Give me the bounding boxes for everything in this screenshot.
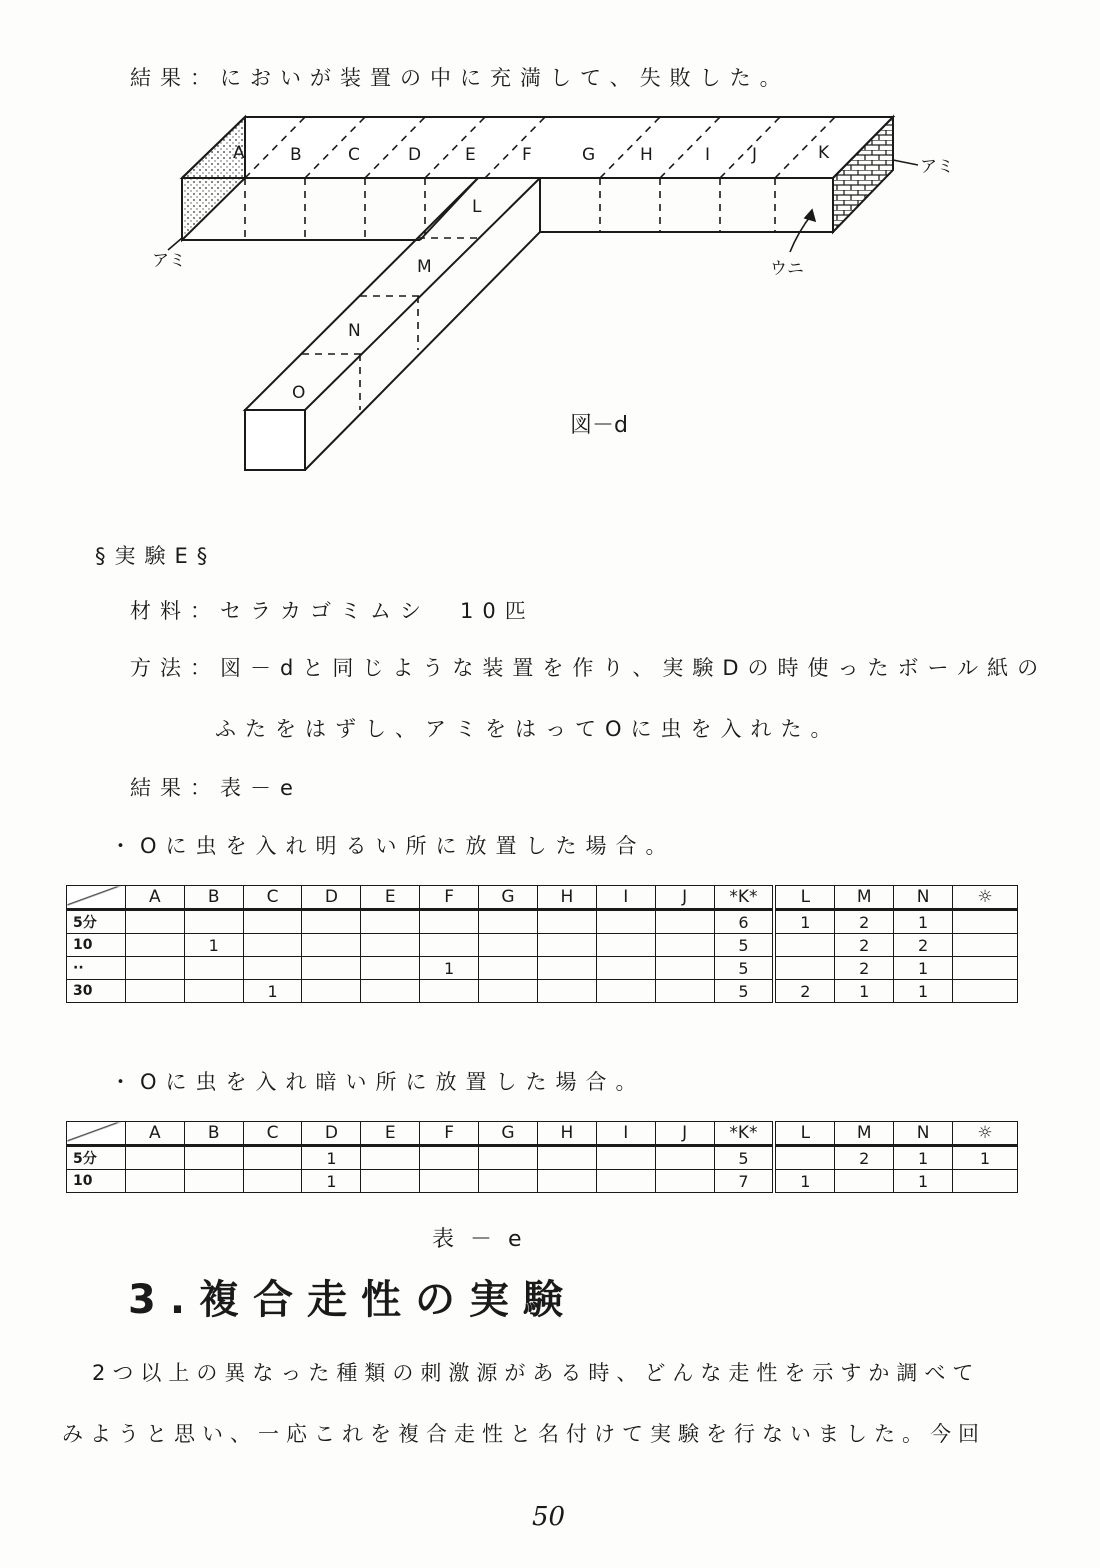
- table-cell: [302, 934, 361, 957]
- table-row: [67, 934, 1018, 957]
- table-row: [67, 1146, 1018, 1170]
- table-cell: [596, 1146, 655, 1170]
- table-cell: [835, 1170, 894, 1193]
- column-header: B: [184, 886, 243, 910]
- fig-label-h: H: [640, 145, 653, 165]
- column-header: A: [125, 886, 184, 910]
- paragraph-line-2: みようと思い、一応これを複合走性と名付けて実験を行ないました。今回: [62, 1422, 986, 1446]
- table-cell: 1: [184, 934, 243, 957]
- column-header: *K*: [714, 1122, 774, 1146]
- table-cell: [420, 1170, 479, 1193]
- table-cell: [361, 910, 420, 934]
- table-cell: [479, 1170, 538, 1193]
- table-cell: [537, 980, 596, 1003]
- table-cell: [774, 934, 834, 957]
- table-cell: 2: [894, 934, 953, 957]
- table-cell: [537, 1170, 596, 1193]
- paragraph-line-1: 2つ以上の異なった種類の刺激源がある時、どんな走性を示すか調べて: [92, 1361, 981, 1385]
- table-cell: [361, 980, 420, 1003]
- table-cell: [953, 1170, 1018, 1193]
- table-caption: 表－e: [432, 1227, 538, 1252]
- table-dark: [66, 1121, 1018, 1193]
- table-cell: [537, 1146, 596, 1170]
- material-line: 材料：セラカゴミムシ 10匹: [130, 599, 535, 623]
- column-header: B: [184, 1122, 243, 1146]
- fig-label-g: G: [582, 145, 596, 165]
- table-cell: [184, 1146, 243, 1170]
- table-cell: [125, 1146, 184, 1170]
- table-row: [67, 910, 1018, 934]
- column-header: *K*: [714, 886, 774, 910]
- table-cell: 1: [302, 1146, 361, 1170]
- table-cell: [184, 980, 243, 1003]
- column-header: H: [537, 1122, 596, 1146]
- table-cell: [596, 980, 655, 1003]
- table-cell: [479, 980, 538, 1003]
- column-header: M: [835, 886, 894, 910]
- table-cell: 1: [894, 910, 953, 934]
- table-cell: [184, 957, 243, 980]
- column-header: C: [243, 886, 302, 910]
- table-cell: [655, 980, 714, 1003]
- column-header: ☼: [953, 1122, 1018, 1146]
- table-cell: 2: [835, 1146, 894, 1170]
- table-cell: [655, 957, 714, 980]
- table-row: [67, 957, 1018, 980]
- table-cell: 2: [774, 980, 834, 1003]
- fig-label-n: N: [348, 321, 361, 341]
- table-cell: 1: [894, 1170, 953, 1193]
- column-header: A: [125, 1122, 184, 1146]
- table-cell: [243, 1146, 302, 1170]
- fig-label-i: I: [705, 145, 711, 165]
- column-header: H: [537, 886, 596, 910]
- table-cell: [953, 957, 1018, 980]
- table-cell: [125, 957, 184, 980]
- table-cell: [953, 910, 1018, 934]
- table-cell: [302, 957, 361, 980]
- fig-label-c: C: [348, 145, 360, 165]
- table-cell: [125, 910, 184, 934]
- apparatus-figure: [0, 0, 1100, 500]
- table-cell: [655, 934, 714, 957]
- fig-label-m: M: [417, 257, 432, 277]
- table-cell: [596, 957, 655, 980]
- table-cell: [655, 910, 714, 934]
- method-line-2: ふたをはずし、アミをはってOに虫を入れた。: [215, 717, 841, 741]
- result-d-text: 結果：においが装置の中に充満して、失敗した。: [130, 66, 790, 90]
- page-number: 50: [532, 1502, 566, 1532]
- column-header: D: [302, 886, 361, 910]
- table-cell: [125, 1170, 184, 1193]
- table-cell: [243, 910, 302, 934]
- table-cell: [655, 1146, 714, 1170]
- row-label: 5分: [67, 910, 126, 934]
- row-label: 30: [67, 980, 126, 1003]
- fig-uni: ウニ: [770, 259, 804, 279]
- column-header: G: [479, 1122, 538, 1146]
- method-line-1: 方法：図－dと同じような装置を作り、実験Dの時使ったボール紙の: [130, 656, 1048, 680]
- column-header: N: [894, 1122, 953, 1146]
- table-cell: 1: [894, 980, 953, 1003]
- row-label: 10: [67, 1170, 126, 1193]
- table-cell: [596, 934, 655, 957]
- column-header: J: [655, 1122, 714, 1146]
- column-header: E: [361, 1122, 420, 1146]
- table-cell: [479, 957, 538, 980]
- table-cell: [596, 1170, 655, 1193]
- fig-label-j: J: [752, 145, 758, 165]
- result-line: 結果：表－e: [130, 776, 302, 800]
- fig-ami-left: アミ: [152, 251, 186, 271]
- table-cell: [774, 1146, 834, 1170]
- table-row: [67, 1170, 1018, 1193]
- table-cell: 1: [302, 1170, 361, 1193]
- table-cell: [479, 910, 538, 934]
- fig-label-k: K: [818, 143, 830, 163]
- table-cell: [125, 934, 184, 957]
- table-cell: 5: [714, 934, 774, 957]
- table-corner: [67, 1122, 126, 1146]
- table-cell: [420, 1146, 479, 1170]
- table-cell: 2: [835, 957, 894, 980]
- table-cell: [655, 1170, 714, 1193]
- column-header: C: [243, 1122, 302, 1146]
- column-header: G: [479, 886, 538, 910]
- fig-label-b: B: [290, 145, 302, 165]
- table-cell: 1: [953, 1146, 1018, 1170]
- table-cell: 5: [714, 980, 774, 1003]
- column-header: I: [596, 1122, 655, 1146]
- table-cell: [361, 957, 420, 980]
- table-cell: [361, 934, 420, 957]
- table-bright: [66, 885, 1018, 1003]
- table-cell: 1: [420, 957, 479, 980]
- row-label: 5分: [67, 1146, 126, 1170]
- table-cell: [243, 1170, 302, 1193]
- table-cell: [479, 1146, 538, 1170]
- table-cell: 1: [894, 957, 953, 980]
- table-row: [67, 980, 1018, 1003]
- fig-ami-right: アミ: [920, 157, 954, 177]
- table-cell: [596, 910, 655, 934]
- table-cell: 5: [714, 1146, 774, 1170]
- table-cell: 1: [243, 980, 302, 1003]
- table-cell: 1: [774, 1170, 834, 1193]
- table-cell: [302, 980, 361, 1003]
- case-bright-text: ・Oに虫を入れ明るい所に放置した場合。: [110, 834, 676, 858]
- table-cell: [537, 957, 596, 980]
- table-cell: [537, 934, 596, 957]
- table-cell: [184, 1170, 243, 1193]
- table-cell: [953, 934, 1018, 957]
- experiment-heading: §実験E§: [95, 544, 217, 568]
- fig-label-f: F: [522, 145, 532, 165]
- column-header: N: [894, 886, 953, 910]
- table-cell: [302, 910, 361, 934]
- table-cell: 7: [714, 1170, 774, 1193]
- fig-label-e: E: [465, 145, 476, 165]
- column-header: M: [835, 1122, 894, 1146]
- fig-caption: 図－d: [570, 413, 628, 438]
- table-cell: [953, 980, 1018, 1003]
- table-cell: 1: [835, 980, 894, 1003]
- table-cell: [479, 934, 538, 957]
- table-cell: [420, 910, 479, 934]
- table-cell: [243, 957, 302, 980]
- table-cell: [774, 957, 834, 980]
- table-cell: [125, 980, 184, 1003]
- row-label: 10: [67, 934, 126, 957]
- table-cell: [184, 910, 243, 934]
- table-cell: [361, 1146, 420, 1170]
- table-cell: 1: [894, 1146, 953, 1170]
- table-cell: 1: [774, 910, 834, 934]
- column-header: F: [420, 1122, 479, 1146]
- table-cell: 6: [714, 910, 774, 934]
- table-cell: 5: [714, 957, 774, 980]
- table-cell: 2: [835, 910, 894, 934]
- section-title: 3.複合走性の実験: [128, 1277, 578, 1323]
- table-cell: [361, 1170, 420, 1193]
- table-cell: [420, 934, 479, 957]
- fig-label-o: O: [292, 383, 306, 403]
- case-dark-text: ・Oに虫を入れ暗い所に放置した場合。: [110, 1070, 646, 1094]
- table-cell: 2: [835, 934, 894, 957]
- row-label: ··: [67, 957, 126, 980]
- fig-label-d: D: [408, 145, 422, 165]
- table-cell: [243, 934, 302, 957]
- column-header: ☼: [953, 886, 1018, 910]
- column-header: L: [774, 886, 834, 910]
- fig-label-l: L: [472, 197, 482, 217]
- column-header: J: [655, 886, 714, 910]
- column-header: I: [596, 886, 655, 910]
- table-cell: [537, 910, 596, 934]
- table-cell: [420, 980, 479, 1003]
- column-header: D: [302, 1122, 361, 1146]
- column-header: F: [420, 886, 479, 910]
- column-header: L: [774, 1122, 834, 1146]
- fig-label-a: A: [233, 143, 245, 163]
- table-corner: [67, 886, 126, 910]
- column-header: E: [361, 886, 420, 910]
